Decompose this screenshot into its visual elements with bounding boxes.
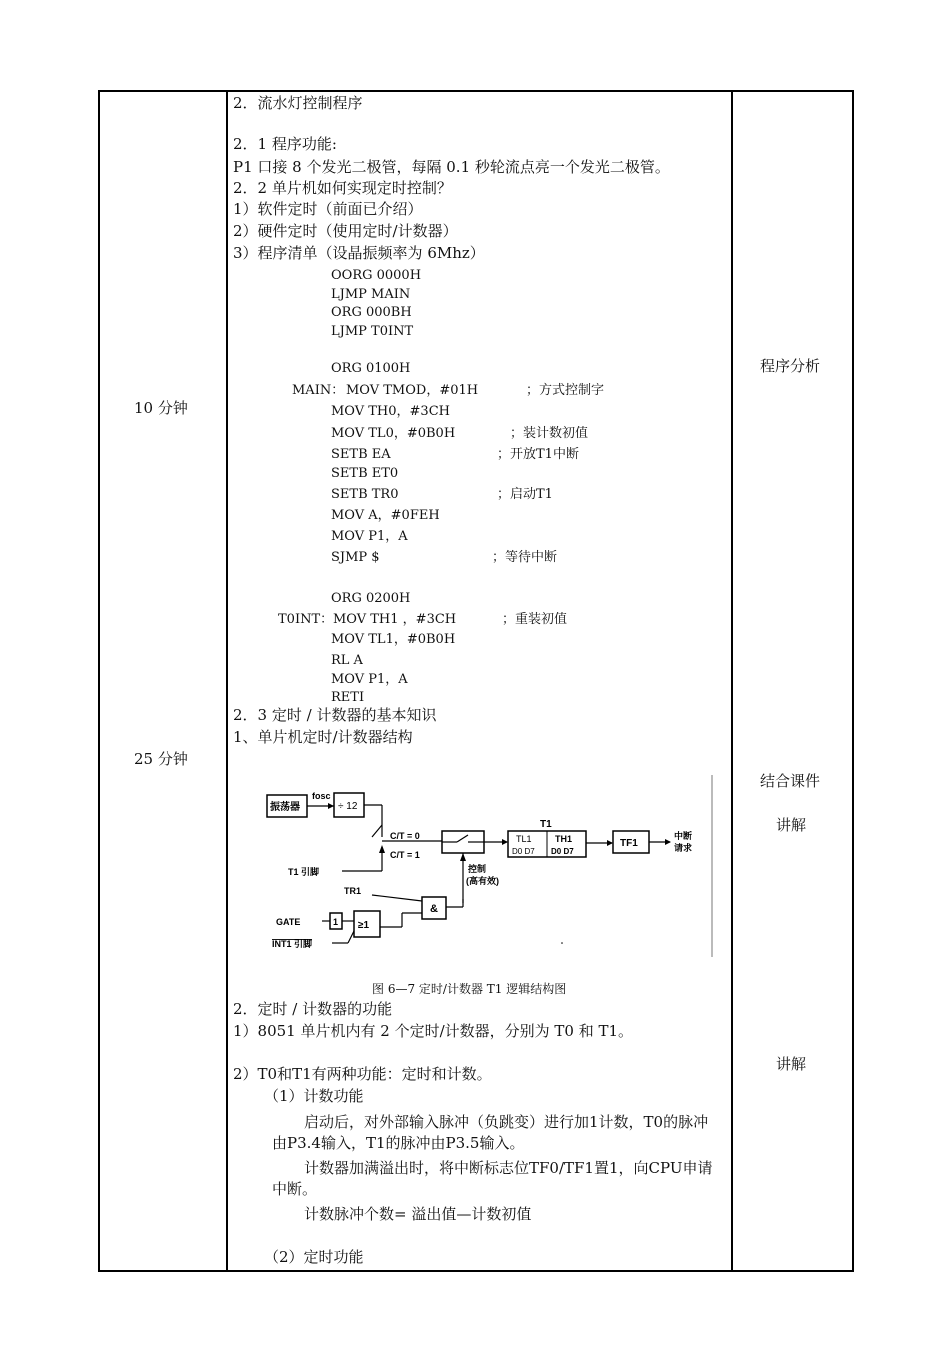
lesson-table — [98, 90, 854, 1272]
list-item: 2）硬件定时（使用定时/计数器） — [233, 222, 458, 240]
ct0-label: C/T = 0 — [390, 831, 420, 841]
code-line: RL A — [331, 653, 363, 668]
paragraph: 计数器加满溢出时，将中断标志位TF0/TF1置1，向CPU申请中断。 — [272, 1159, 713, 1198]
code-line: SJMP $ — [331, 550, 380, 565]
code-label: T0INT： — [278, 612, 334, 627]
paragraph: P1 口接 8 个发光二极管，每隔 0.1 秒轮流点亮一个发光二极管。 — [233, 158, 670, 176]
code-label: MAIN： — [292, 383, 345, 398]
subheading: 2．定时 / 计数器的功能 — [233, 1000, 393, 1018]
fosc-label: fosc — [312, 791, 331, 801]
subheading: 2．3 定时 / 计数器的基本知识 — [233, 706, 437, 724]
code-line: LJMP T0INT — [331, 324, 414, 339]
t1-label: T1 — [540, 819, 552, 830]
code-line: SETB EA — [331, 447, 391, 462]
code-line: MOV TH0，#3CH — [331, 404, 450, 419]
and-gate-label: & — [430, 903, 438, 915]
code-comment: ；重装初值 — [502, 612, 568, 627]
th1-bits: D0 D7 — [551, 847, 574, 856]
code-line: MOV TMOD，#01H — [346, 383, 479, 398]
div12-label: ÷ 12 — [338, 801, 358, 812]
figure-caption: 图 6—7 定时/计数器 T1 逻辑结构图 — [372, 982, 567, 996]
or-gate-label: ≥1 — [358, 920, 370, 931]
code-line: SETB ET0 — [331, 466, 399, 481]
ct1-label: C/T = 1 — [390, 850, 420, 860]
code-comment: ；等待中断 — [492, 550, 558, 565]
note-label: 讲解 — [776, 816, 807, 834]
timer-logic-diagram — [262, 775, 714, 957]
subheading: 1、单片机定时/计数器结构 — [233, 728, 413, 746]
code-line: MOV P1，A — [331, 529, 408, 544]
code-line: MOV A，#0FEH — [331, 508, 440, 523]
note-label: 讲解 — [776, 1055, 807, 1073]
code-comment: ；开放T1中断 — [497, 447, 579, 462]
code-line: ORG 0100H — [331, 361, 411, 376]
time-label: 25 分钟 — [134, 750, 188, 768]
code-line: MOV TL0，#0B0H — [331, 426, 456, 441]
code-line: MOV TH1 ，#3CH — [333, 612, 457, 627]
paragraph: 1）8051 单片机内有 2 个定时/计数器，分别为 T0 和 T1。 — [233, 1022, 634, 1040]
paragraph: 启动后，对外部输入脉冲（负跳变）进行加1计数，T0的脉冲由P3.4输入，T1的脉冲由P3.5输入。 — [272, 1113, 709, 1152]
gate-label: GATE — [276, 917, 301, 927]
column-divider — [226, 92, 228, 1270]
paragraph: 2）T0和T1有两种功能：定时和计数。 — [233, 1065, 492, 1083]
int1pin-label: INT1 引脚 — [272, 939, 313, 949]
subheading: 2．1 程序功能: — [233, 135, 337, 153]
ctrl-label: 控制 — [468, 864, 487, 874]
t1pin-label: T1 引脚 — [288, 867, 320, 877]
list-item: 3）程序清单（设晶振频率为 6Mhz） — [233, 244, 485, 262]
osc-label: 振荡器 — [270, 802, 300, 813]
intreq-label: 中断 — [674, 831, 693, 841]
not-gate-label: 1 — [333, 917, 339, 927]
code-line: RETI — [331, 690, 365, 705]
th1-label: TH1 — [555, 834, 573, 844]
tl1-label: TL1 — [516, 834, 532, 844]
tf1-label: TF1 — [620, 838, 638, 849]
code-comment: ；方式控制字 — [526, 383, 605, 398]
tl1-bits: D0 D7 — [512, 847, 535, 856]
code-comment: ；装计数初值 — [510, 426, 589, 441]
subheading: （2）定时功能 — [264, 1248, 364, 1266]
note-label: 程序分析 — [760, 357, 821, 375]
code-line: ORG 0200H — [331, 591, 411, 606]
ctrl-label: (高有效) — [466, 876, 499, 886]
code-line: MOV TL1，#0B0H — [331, 632, 456, 647]
formula: 计数脉冲个数= 溢出值—计数初值 — [304, 1205, 532, 1223]
list-item: 1）软件定时（前面已介绍） — [233, 200, 423, 218]
code-line: SETB TR0 — [331, 487, 399, 502]
code-line: LJMP MAIN — [331, 287, 411, 302]
subheading: 2．2 单片机如何实现定时控制？ — [233, 179, 452, 197]
tr1-label: TR1 — [344, 886, 362, 896]
code-line: ORG 000BH — [331, 305, 412, 320]
time-label: 10 分钟 — [134, 399, 188, 417]
intreq-label: 请求 — [674, 843, 693, 853]
code-line: OORG 0000H — [331, 268, 422, 283]
subheading: （1）计数功能 — [264, 1087, 364, 1105]
column-divider — [731, 92, 733, 1270]
note-label: 结合课件 — [760, 772, 821, 790]
section-heading: 2．流水灯控制程序 — [233, 94, 363, 112]
code-comment: ；启动T1 — [497, 487, 553, 502]
code-line: MOV P1，A — [331, 672, 408, 687]
